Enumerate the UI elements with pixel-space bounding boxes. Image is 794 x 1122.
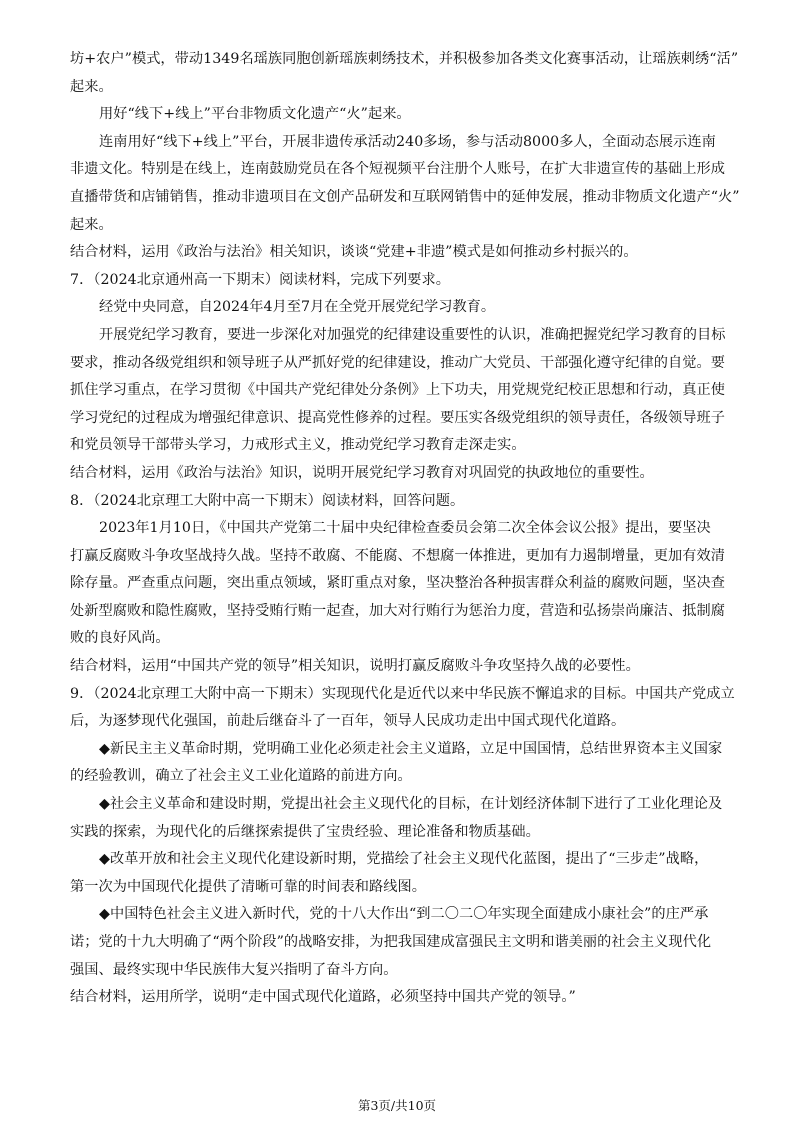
text-line: 第一次为中国现代化提供了清晰可靠的时间表和路线图。 — [70, 878, 426, 895]
text-line: 除存量。严查重点问题，突出重点领域，紧盯重点对象，坚决整治各种损害群众利益的腐败问题，坚决查 — [70, 575, 725, 592]
text-line: 学习党纪的过程成为增强纪律意识、提高党性修养的过程。要压实各级党组织的领导责任，各级领导班子 — [70, 409, 725, 426]
document-body — [70, 46, 740, 1012]
text-line: 连南用好“线下+线上”平台，开展非遗传承活动240多场，参与活动8000多人，全面动态展示连南 — [99, 133, 716, 150]
text-line: 8．（2024北京理工大附中高一下期末）阅读材料，回答问题。 — [70, 492, 465, 509]
text-line: 败的良好风尚。 — [70, 630, 170, 647]
text-line: 直播带货和店铺销售，推动非遗项目在文创产品研发和互联网销售中的延伸发展，推动非物质文化遗产“火” — [70, 188, 740, 205]
text-line: 实践的探索，为现代化的后继探索提供了宝贵经验、理论准备和物质基础。 — [70, 823, 540, 840]
text-line: 9．（2024北京理工大附中高一下期末）实现现代化是近代以来中华民族不懈追求的目标。中国共产党成立 — [70, 685, 735, 702]
text-line: ◆中国特色社会主义进入新时代，党的十八大作出“到二〇二〇年实现全面建成小康社会”的庄严承 — [99, 906, 709, 923]
text-line: 结合材料，运用《政治与法治》相关知识，谈谈“党建+非遗”模式是如何推动乡村振兴的。 — [70, 244, 638, 261]
text-line: 起来。 — [70, 216, 113, 233]
text-line: 用好“线下+线上”平台非物质文化遗产“火”起来。 — [99, 106, 411, 123]
text-line: 非遗文化。特别是在线上，连南鼓励党员在各个短视频平台注册个人账号，在扩大非遗宣传的基础上形成 — [70, 161, 725, 178]
text-line: 的经验教训，确立了社会主义工业化道路的前进方向。 — [70, 768, 412, 785]
text-line: 结合材料，运用所学，说明“走中国式现代化道路，必须坚持中国共产党的领导。” — [70, 989, 576, 1006]
text-line: 经党中央同意，自2024年4月至7月在全党开展党纪学习教育。 — [99, 299, 496, 316]
text-line: 打赢反腐败斗争攻坚战持久战。坚持不敢腐、不能腐、不想腐一体推进，更加有力遏制增量，更加有效清 — [70, 547, 725, 564]
text-line: 起来。 — [70, 78, 113, 95]
text-line: ◆改革开放和社会主义现代化建设新时期，党描绘了社会主义现代化蓝图，提出了“三步走”战略， — [99, 851, 709, 868]
page-footer: 第3页/共10页 — [357, 1098, 437, 1113]
text-line: 诺；党的十九大明确了“两个阶段”的战略安排，为把我国建成富强民主文明和谐美丽的社会主义现代化 — [70, 934, 712, 950]
text-line: ◆社会主义革命和建设时期，党提出社会主义现代化的目标，在计划经济体制下进行了工业化理论及 — [99, 796, 723, 813]
text-line: 处新型腐败和隐性腐败，坚持受贿行贿一起查，加大对行贿行为惩治力度，营造和弘扬崇尚廉洁、抵制腐 — [70, 602, 725, 619]
text-line: 结合材料，运用《政治与法治》知识，说明开展党纪学习教育对巩固党的执政地位的重要性。 — [70, 464, 654, 481]
text-line: 和党员领导干部带头学习，力戒形式主义，推动党纪学习教育走深走实。 — [70, 437, 526, 454]
text-line: 结合材料，运用“中国共产党的领导”相关知识，说明打赢反腐败斗争攻坚持久战的必要性。 — [70, 658, 640, 675]
text-line: 7．（2024北京通州高一下期末）阅读材料，完成下列要求。 — [70, 271, 450, 288]
text-line: 开展党纪学习教育，要进一步深化对加强党的纪律建设重要性的认识，准确把握党纪学习教育的目标 — [99, 326, 726, 343]
text-line: 后，为逐梦现代化强国，前赴后继奋斗了一百年，领导人民成功走出中国式现代化道路。 — [70, 713, 626, 730]
text-line: 强国、最终实现中华民族伟大复兴指明了奋斗方向。 — [70, 961, 398, 978]
text-line: 抓住学习重点，在学习贯彻《中国共产党纪律处分条例》上下功夫，用党规党纪校正思想和行动，真正使 — [70, 382, 725, 399]
text-line: 2023年1月10日，《中国共产党第二十届中央纪律检查委员会第二次全体会议公报》提出，要坚决 — [99, 520, 711, 537]
text-line: 坊+农户”模式，带动1349名瑶族同胞创新瑶族刺绣技术，并积极参加各类文化赛事活动，让瑶族刺绣“活” — [70, 51, 739, 67]
text-line: ◆新民主主义革命时期，党明确工业化必须走社会主义道路，立足中国国情，总结世界资本主义国家 — [99, 740, 723, 757]
text-line: 要求，推动各级党组织和领导班子从严抓好党的纪律建设，推动广大党员、干部强化遵守纪律的自觉。要 — [70, 354, 725, 371]
